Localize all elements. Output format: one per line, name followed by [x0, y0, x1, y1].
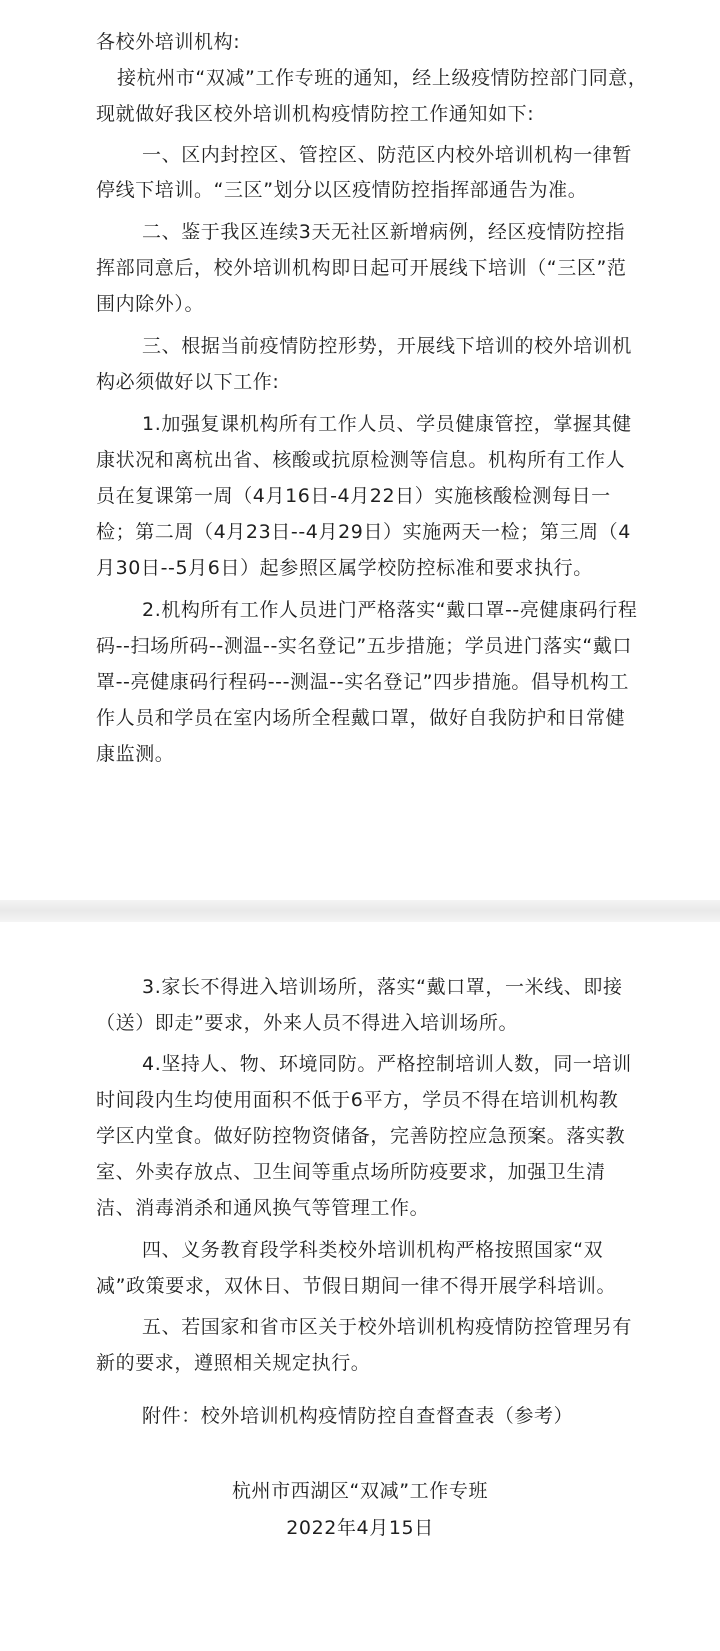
sub3-line: （送）即走”要求，外来人员不得进入培训场所。 [96, 1012, 519, 1034]
item4-line: 四、义务教育段学科类校外培训机构严格按照国家“双 [142, 1239, 604, 1261]
item4-line: 减”政策要求，双休日、节假日期间一律不得开展学科培训。 [96, 1275, 617, 1297]
page-separator [0, 900, 720, 922]
document-page-2 [0, 922, 720, 1651]
item1-line: 一、区内封控区、管控区、防范区内校外培训机构一律暂 [142, 144, 633, 166]
sub3-line: 3.家长不得进入培训场所，落实“戴口罩，一米线、即接 [142, 976, 623, 998]
sub2-line: 康监测。 [96, 743, 175, 765]
sub4-line: 室、外卖存放点、卫生间等重点场所防疫要求，加强卫生清 [96, 1161, 606, 1183]
sub4-line: 学区内堂食。做好防控物资储备，完善防控应急预案。落实教 [96, 1125, 626, 1147]
item3-line: 三、根据当前疫情防控形势，开展线下培训的校外培训机 [142, 335, 633, 357]
sub1-line: 月30日--5月6日）起参照区属学校防控标准和要求执行。 [96, 557, 593, 579]
issue-date: 2022年4月15日 [286, 1517, 434, 1539]
salutation: 各校外培训机构: [96, 31, 241, 53]
item5-line: 新的要求，遵照相关规定执行。 [96, 1352, 371, 1374]
sub2-line: 码--扫场所码--测温--实名登记”五步措施；学员进门落实“戴口 [96, 635, 633, 657]
sub1-line: 员在复课第一周（4月16日-4月22日）实施核酸检测每日一 [96, 485, 611, 507]
sub2-line: 2.机构所有工作人员进门严格落实“戴口罩--亮健康码行程 [142, 599, 638, 621]
sub2-line: 罩--亮健康码行程码---测温--实名登记”四步措施。倡导机构工 [96, 671, 630, 693]
sub4-line: 4.坚持人、物、环境同防。严格控制培训人数，同一培训 [142, 1053, 632, 1075]
item5-line: 五、若国家和省市区关于校外培训机构疫情防控管理另有 [142, 1316, 633, 1338]
sub1-line: 1.加强复课机构所有工作人员、学员健康管控，掌握其健 [142, 413, 632, 435]
item2-line: 挥部同意后，校外培训机构即日起可开展线下培训（“三区”范 [96, 257, 627, 279]
intro-line: 现就做好我区校外培训机构疫情防控工作通知如下: [96, 103, 535, 125]
sub2-line: 作人员和学员在室内场所全程戴口罩，做好自我防护和日常健 [96, 707, 626, 729]
item1-line: 停线下培训。“三区”划分以区疫情防控指挥部通告为准。 [96, 179, 588, 201]
issuer-signature: 杭州市西湖区“双减”工作专班 [231, 1480, 489, 1502]
item2-line: 二、鉴于我区连续3天无社区新增病例，经区疫情防控指 [142, 221, 626, 243]
item3-line: 构必须做好以下工作: [96, 371, 280, 393]
sub1-line: 检；第二周（4月23日--4月29日）实施两天一检；第三周（4 [96, 521, 631, 543]
item2-line: 围内除外）。 [96, 293, 205, 315]
attachment-note: 附件：校外培训机构疫情防控自查督查表（参考） [142, 1405, 574, 1427]
sub4-line: 洁、消毒消杀和通风换气等管理工作。 [96, 1197, 430, 1219]
sub4-line: 时间段内生均使用面积不低于6平方，学员不得在培训机构教 [96, 1089, 619, 1111]
intro-line: 接杭州市“双减”工作专班的通知，经上级疫情防控部门同意， [117, 67, 648, 89]
sub1-line: 康状况和离杭出省、核酸或抗原检测等信息。机构所有工作人 [96, 449, 626, 471]
